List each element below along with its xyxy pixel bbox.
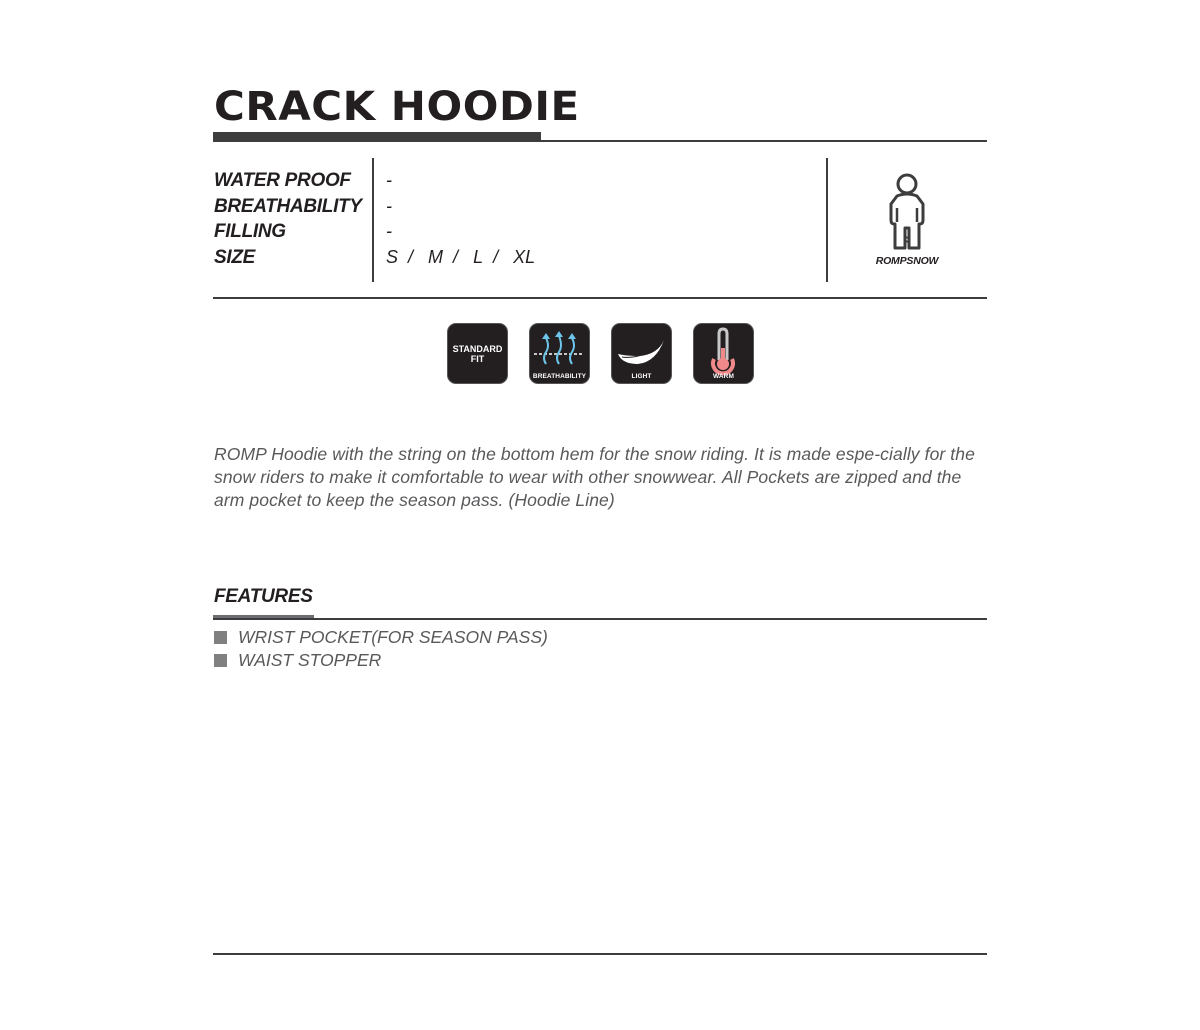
list-item [214,626,548,649]
spec-column-divider [372,158,374,282]
spec-label-water-proof: WATER PROOF [214,170,351,191]
size-separator: / [453,246,459,267]
size-m: M [428,246,444,267]
size-xl: XL [513,246,536,267]
snowsuit-figure-icon [884,172,930,250]
size-s: S [386,246,399,267]
standard-fit-label: STANDARD FIT [452,344,503,364]
badge-breathability-label: BREATHABILITY [532,373,587,380]
spec-value-breathability: - [386,195,392,216]
feature-text: WAIST STOPPER [238,650,382,670]
features-heading: FEATURES [214,586,313,607]
product-description: ROMP Hoodie with the string on the bottom hem for the snow riding. It is made espe-cially for the snow riders to make it comfortable to wear with other snowwear. All Pockets are zipped and the arm pocket to keep the season pass. (Hoodie Line) [214,444,975,510]
size-separator: / [408,246,414,267]
size-l: L [473,246,484,267]
badge-warm [693,323,754,384]
size-list [386,245,545,271]
feature-text: WRIST POCKET(FOR SEASON PASS) [238,627,548,647]
spec-divider [213,297,987,299]
badge-warm-label: WARM [713,373,734,380]
size-separator: / [493,246,499,267]
brand-name: ROMPSNOW [875,255,939,267]
product-title: CRACK HOODIE [214,84,580,130]
brand-column-divider [826,158,828,282]
header-divider [213,140,987,142]
badge-breathability [529,323,590,384]
badge-light [611,323,672,384]
feature-badges [447,323,754,384]
square-bullet-icon [214,631,227,644]
features-divider [213,618,987,620]
brand-block [862,172,952,267]
spec-value-water-proof: - [386,170,392,190]
spec-value-filling: - [386,221,392,241]
spec-labels [214,168,362,270]
spec-label-breathability: BREATHABILITY [214,195,362,217]
spec-label-filling: FILLING [214,221,286,242]
features-list [214,626,548,672]
footer-divider [213,953,987,955]
badge-light-label: LIGHT [631,373,652,380]
spec-values [386,168,545,270]
spec-label-size: SIZE [214,246,256,268]
list-item [214,649,548,672]
badge-standard-fit [447,323,508,384]
square-bullet-icon [214,654,227,667]
